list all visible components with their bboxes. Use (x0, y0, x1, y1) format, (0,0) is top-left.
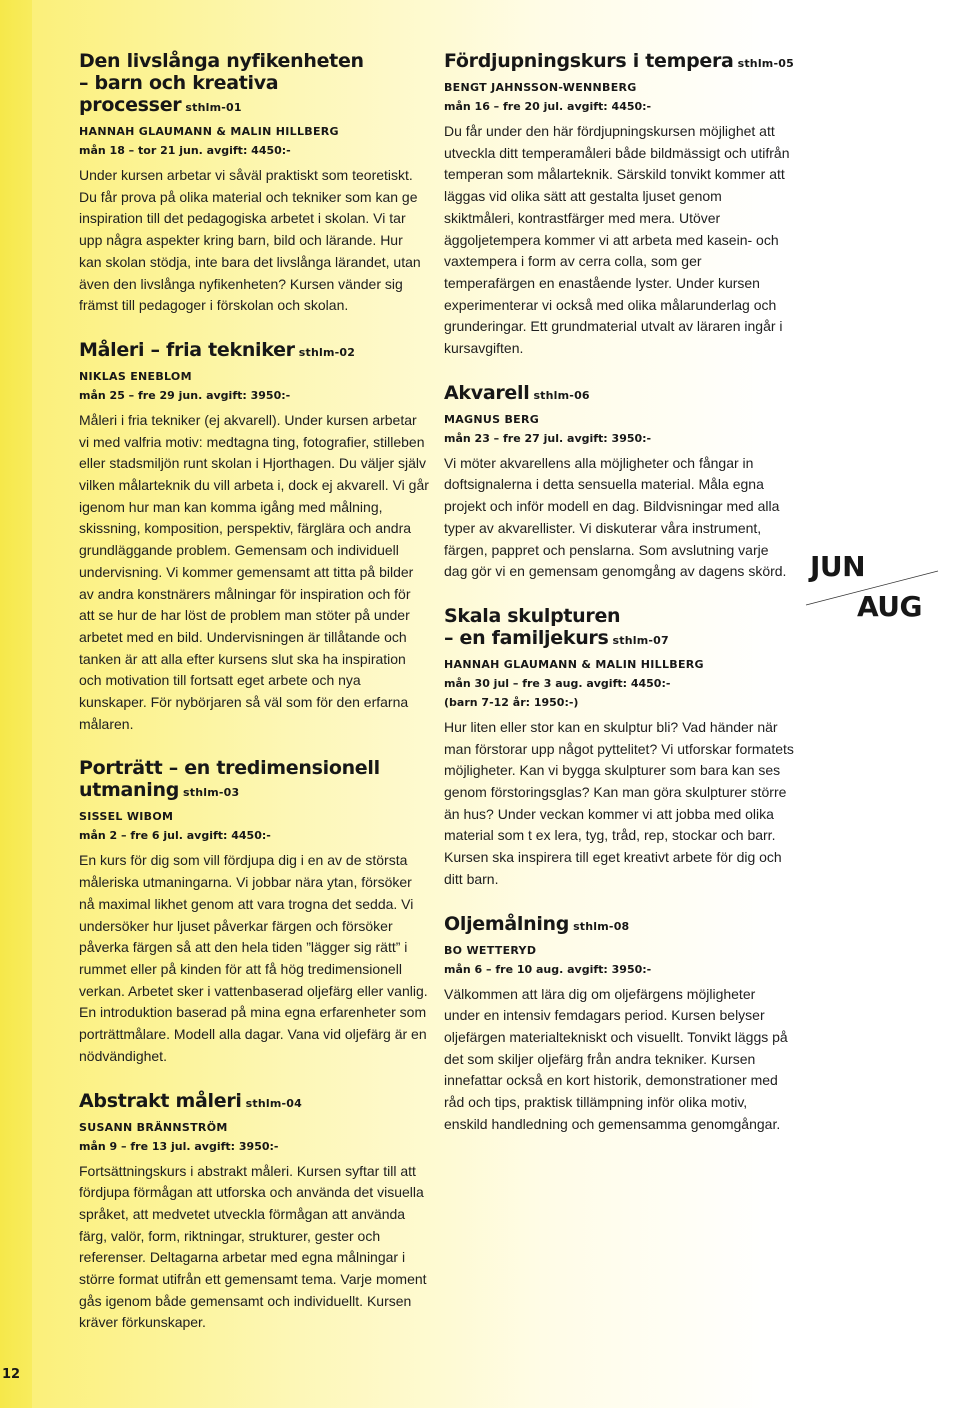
course-code: sthlm-02 (298, 345, 356, 359)
course-description: Under kursen arbetar vi såväl praktiskt som teoretiskt. Du får prova på olika material och tekniker som kan ge inspiration till det pedagogiska arbetet i skolan. Vi tar upp några aspekter kring barn, bild och lärande. Hur kan skolan stödja, inte bara det livslånga lärandet, utan även den livslånga nyfikenheten? Kursen vänder sig främst till pedagoger i förskolan och skolan. (79, 167, 421, 314)
course-code: sthlm-06 (533, 388, 590, 402)
course-description: Hur liten eller stor kan en skulptur bli? Vad händer när man förstorar upp något pyttelitet? Vi utforskar formatets möjligheter. Kan vi bygga skulpturer som bara kan ses genom förstoringsglas? Kan man göra skulpturer större än hus? Under veckan kommer vi att jobba med olika material som t ex lera, tyg, tråd, rep, stockar och barr. Kursen ska inspirera till eget kreativt arbete för dig och ditt barn. (444, 718, 794, 887)
course-title-line: Den livslånga nyfikenheten (79, 50, 364, 72)
course-description: Du får under den här fördjupningskursen möjlighet att utveckla ditt temperamåleri både bildmässigt och utifrån temperan som målarteknik. Särskild tonvikt kommer att läggas vid olika sätt att gestalta ljuset genom skiktmåleri, kontrastfärger med mera. Utöver äggoljetempera kommer vi att arbeta med kasein- och vaxtempera i form av cerra colla, som ger temperafärgen en enastående lyster. Under kursen experimenterar vi också med olika målarunderlag och grunderingar. Ett grundmaterial utvalt av läraren ingår i kursavgiften. (444, 123, 790, 357)
course-description: Måleri i fria tekniker (ej akvarell). Under kursen arbetar vi med valfria motiv: medtagna ting, fotografier, stilleben eller stadsmiljön runt skolan i Hjorthagen. Du väljer själv vilken målarteknik du vill arbeta i, dock ej akvarell. Vi går igenom hur man kan komma igång med målning, skissning, komposition, perspektiv, färglära och andra grundläggande problem. Gemensam och individuell undervisning. Vi kommer gemensamt att titta på bilder av andra konstnärers målningar för inspiration och för att se hur de har löst de problem man stöter på under arbetet med en bild. Undervisningen är tillåtande och tanken är att alla efter kursens slut ska ha inspiration och motivation till fortsatt eget arbete och nya kunskaper. För nybörjaren så väl som för den erfarna målaren. (79, 411, 429, 732)
course-entry (444, 605, 794, 891)
course-dates-fee: mån 2 – fre 6 jul. avgift: 4450:- (79, 829, 271, 843)
course-description: Välkommen att lära dig om oljefärgens möjligheter under en intensiv femdagars period. Kursen belyser oljefärgen materialtekniskt och visuellt. Tonvikt läggs på det som skiljer oljefärg från andra tekniker. Kursen innefattar också en kort historik, demonstrationer med råd och tips, praktisk tillämpning inför olika motiv, enskild handledning och gemensamma genomgångar. (444, 985, 788, 1132)
course-code: sthlm-08 (573, 919, 630, 933)
course-title (79, 1090, 429, 1115)
course-entry (79, 339, 429, 736)
course-teacher: BO WETTERYD (444, 943, 537, 957)
course-title-line: Akvarell (444, 381, 530, 404)
course-teacher: NIKLAS ENEBLOM (79, 369, 192, 383)
course-dates-fee: mån 30 jul – fre 3 aug. avgift: 4450:- (444, 676, 671, 690)
course-title-line: utmaning (79, 779, 179, 802)
course-title-line: – en familjekurs (444, 626, 609, 649)
course-title (79, 50, 429, 119)
course-title-line: Porträtt – en tredimensionell (79, 757, 380, 780)
page-number: 12 (2, 1367, 21, 1382)
course-teacher: HANNAH GLAUMANN & MALIN HILLBERG (79, 125, 339, 138)
course-code: sthlm-07 (612, 633, 669, 647)
course-description: Fortsättningskurs i abstrakt måleri. Kursen syftar till att fördjupa förmågan att utforska och använda det visuella språket, att medvetet utveckla förmågan att använda färg, valör, form, riktningar, strukturer, gester och referenser. Deltagarna arbetar med egna målningar i större format utifrån ett gemensamt tema. Varje moment gås igenom både gemensamt och individuellt. Kursen kräver förkunskaper. (79, 1162, 427, 1331)
course-dates-fee: mån 23 – fre 27 jul. avgift: 3950:- (444, 431, 652, 445)
course-code: sthlm-03 (183, 786, 240, 800)
course-title (79, 339, 429, 364)
course-title-line: Skala skulpturen (444, 604, 621, 627)
course-title (444, 605, 794, 652)
course-title-line: Måleri – fria tekniker (79, 338, 295, 361)
course-code: sthlm-01 (185, 101, 242, 114)
course-title-line: Fördjupningskurs i tempera (444, 50, 734, 72)
course-entry (79, 50, 429, 317)
course-code: sthlm-04 (245, 1096, 302, 1110)
course-teacher: SISSEL WIBOM (79, 810, 174, 824)
course-dates-fee: mån 25 – fre 29 jun. avgift: 3950:- (79, 388, 291, 402)
month-jun-label: JUN (810, 550, 866, 583)
month-aug-label: AUG (857, 590, 923, 623)
course-entry (444, 913, 794, 1136)
course-dates-fee: (barn 7-12 år: 1950:-) (444, 695, 579, 709)
course-description: Vi möter akvarellens alla möjligheter och fångar in doftsignalerna i detta sensuella material. Måla egna projekt och inför modell en dag. Bildvisningar med alla typer av akvarellister. Vi diskuterar våra instrument, färgen, pappret och penslarna. Som avslutning varje dag gör vi en gemensam genomgång av dagens skörd. (444, 454, 787, 580)
course-title (444, 50, 794, 75)
course-entry (444, 50, 794, 360)
course-title-line: – barn och kreativa (79, 72, 279, 94)
yellow-edge-strip (0, 0, 32, 1408)
course-title-line: Abstrakt måleri (79, 1089, 242, 1112)
course-dates-fee: mån 16 – fre 20 jul. avgift: 4450:- (444, 100, 652, 113)
month-marker (804, 550, 944, 630)
course-description: En kurs för dig som vill fördjupa dig i en av de största måleriska utmaningarna. Vi jobbar nära ytan, försöker nå maximal likhet genom att vara trogna det sedda. Vi undersöker hur ljuset påverkar färgen och försöker påverka färgen så att den hela tiden ”lägger sig rätt” i rummet eller på kinden för att få hög tredimensionell verkan. Arbetet sker i vattenbaserad oljefärg eller vanlig. En introduktion baserad på mina egna erfarenheter som porträttmålare. Modell alla dagar. Vana vid oljefärg är en nödvändighet. (79, 852, 428, 1064)
course-teacher: SUSANN BRÄNNSTRÖM (79, 1120, 228, 1134)
right-column (444, 50, 794, 1158)
course-dates-fee: mån 18 – tor 21 jun. avgift: 4450:- (79, 144, 291, 157)
course-title (444, 382, 794, 407)
course-teacher: BENGT JAHNSSON-WENNBERG (444, 81, 637, 94)
course-teacher: HANNAH GLAUMANN & MALIN HILLBERG (444, 657, 704, 671)
course-entry (79, 1090, 429, 1335)
course-title-line: Oljemålning (444, 912, 570, 935)
course-title (79, 757, 429, 804)
course-code: sthlm-05 (737, 57, 794, 70)
course-dates-fee: mån 6 – fre 10 aug. avgift: 3950:- (444, 962, 652, 976)
course-teacher: MAGNUS BERG (444, 412, 540, 426)
course-dates-fee: mån 9 – fre 13 jul. avgift: 3950:- (79, 1139, 279, 1153)
course-title-line: processer (79, 94, 182, 116)
course-entry (444, 382, 794, 583)
course-entry (79, 757, 429, 1067)
course-title (444, 913, 794, 938)
left-column (79, 50, 429, 1356)
